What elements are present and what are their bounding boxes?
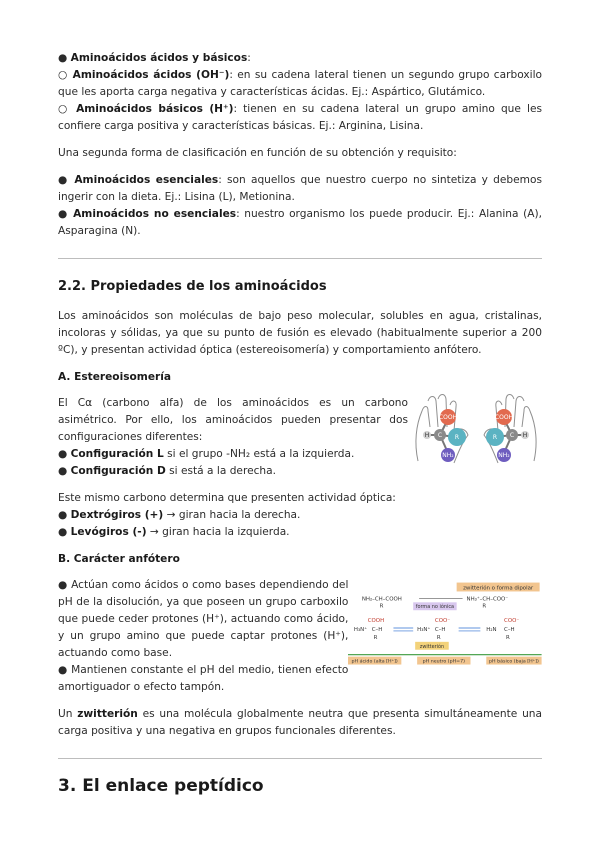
heading-amphoteric: B. Carácter anfótero (58, 553, 180, 565)
formula-right: NH₃⁺–CH–COO⁻ (466, 596, 509, 603)
divider (58, 758, 542, 759)
paragraph-properties: Los aminoácidos son moléculas de bajo peso molecular, solubles en agua, cristalinas, incoloras y sólidas, ya que su punto de fusión es elevado (habitualmente superior a 200 ºC), y presentan actividad óptica (estereoisomería) y comportamiento anfótero. (58, 310, 542, 356)
r-label-left: R (454, 434, 460, 441)
amphoteric-diagram (348, 582, 542, 674)
r-basic: R (506, 634, 511, 641)
paragraph-essential: ● Aminoácidos esenciales: son aquellos que nuestro cuerpo no sintetiza y debemos ingerir con la dieta. Ej.: Lisina (L), Metionina. (58, 174, 542, 203)
chirality-hands-figure (410, 391, 542, 471)
cooh-acid: COOH (368, 618, 385, 625)
cooh-label-left: COOH (438, 414, 458, 421)
r-acid: R (374, 634, 378, 641)
formula-right-r: R (482, 603, 487, 610)
nh2-label-right: NH₂ (498, 452, 510, 459)
section-title-2-2: 2.2. Propiedades de los aminoácidos (58, 279, 327, 294)
second-classification: Una segunda forma de clasificación en función de su obtención y requisito: (58, 147, 457, 159)
h-label-right: H (522, 432, 528, 439)
ch-neutral: C–H (435, 626, 446, 633)
label-ph-basic: pH básico (baja [H⁺]) (489, 659, 540, 665)
amphoteric-item-2: ● Mantienen constante el pH del medio, tienen efecto amortiguador o efecto tampón. (58, 664, 349, 693)
ch-basic: C–H (504, 626, 516, 633)
section-title-3: 3. El enlace peptídico (58, 776, 264, 796)
h2n-basic: H₂N (486, 626, 497, 633)
optical-intro: Este mismo carbono determina que presenten actividad óptica: (58, 492, 396, 504)
h3n-acid: H₃N⁺ (354, 626, 368, 633)
label-non-ionic: forma no iónica (416, 604, 455, 611)
paragraph-stereo: El Cα (carbono alfa) de los aminoácidos es un carbono asimétrico. Por ello, los aminoácidos pueden presentar dos configuraciones diferentes: (58, 397, 408, 443)
ch-acid: C–H (372, 626, 383, 633)
heading-stereo: A. Estereoisomería (58, 371, 172, 383)
r-neutral: R (437, 634, 442, 641)
paragraph-basic: ○ Aminoácidos básicos (H⁺): tienen en su cadena lateral un grupo amino que les confiere carga positiva y características básicas. Ej.: Arginina, Lisina. (58, 103, 542, 132)
label-ph-neutral: pH neutro (pH=7) (423, 659, 466, 665)
coo-basic: COO⁻ (504, 618, 520, 625)
config-l: ● Configuración L si el grupo -NH₂ está a la izquierda. (58, 448, 355, 460)
bullet-acid-basic: ● Aminoácidos ácidos y básicos: (58, 52, 251, 64)
label-dipolar: zwitterión o forma dipolar (463, 585, 534, 592)
levo-item: ● Levógiros (-) → giran hacia la izquierda. (58, 526, 290, 538)
coo-neutral: COO⁻ (435, 618, 451, 625)
h-label-left: H (424, 432, 430, 439)
label-zwitterion: zwitterión (420, 643, 445, 650)
label-ph-acid: pH ácido (alta [H⁺]) (351, 659, 399, 665)
formula-left-r: R (380, 603, 384, 610)
formula-left: NH₂–CH–COOH (362, 596, 403, 603)
nh2-label-left: NH₂ (442, 452, 454, 459)
document-page (58, 50, 542, 795)
c-label-right: C (509, 432, 515, 439)
zwitterion-definition: Un zwitterión es una molécula globalmente neutra que presenta simultáneamente una carga positiva y una negativa en grupos funcionales diferentes. (58, 708, 542, 737)
heading-acid-basic: Aminoácidos ácidos y básicos (70, 52, 248, 64)
paragraph-acidic: ○ Aminoácidos ácidos (OH⁻): en su cadena lateral tienen un segundo grupo carboxilo que les aporta carga negativa y características ácidas. Ej.: Aspártico, Glutámico. (58, 69, 542, 98)
cooh-label-right: COOH (494, 414, 514, 421)
r-label-right: R (492, 434, 498, 441)
amphoteric-item-1: ● Actúan como ácidos o como bases dependiendo del pH de la disolución, ya que poseen un grupo carboxilo que puede ceder protones (H⁺), actuando como ácido, y un grupo amino que puede captar protones (H⁺), actuando como base. (58, 579, 349, 659)
divider (58, 258, 542, 259)
config-d: ● Configuración D si está a la derecha. (58, 465, 276, 477)
c-label-left: C (437, 432, 443, 439)
h3n-neutral: H₃N⁺ (417, 626, 431, 633)
paragraph-non-essential: ● Aminoácidos no esenciales: nuestro organismo los puede producir. Ej.: Alanina (A), Asparagina (N). (58, 208, 542, 237)
dextro-item: ● Dextrógiros (+) → giran hacia la derecha. (58, 509, 301, 521)
